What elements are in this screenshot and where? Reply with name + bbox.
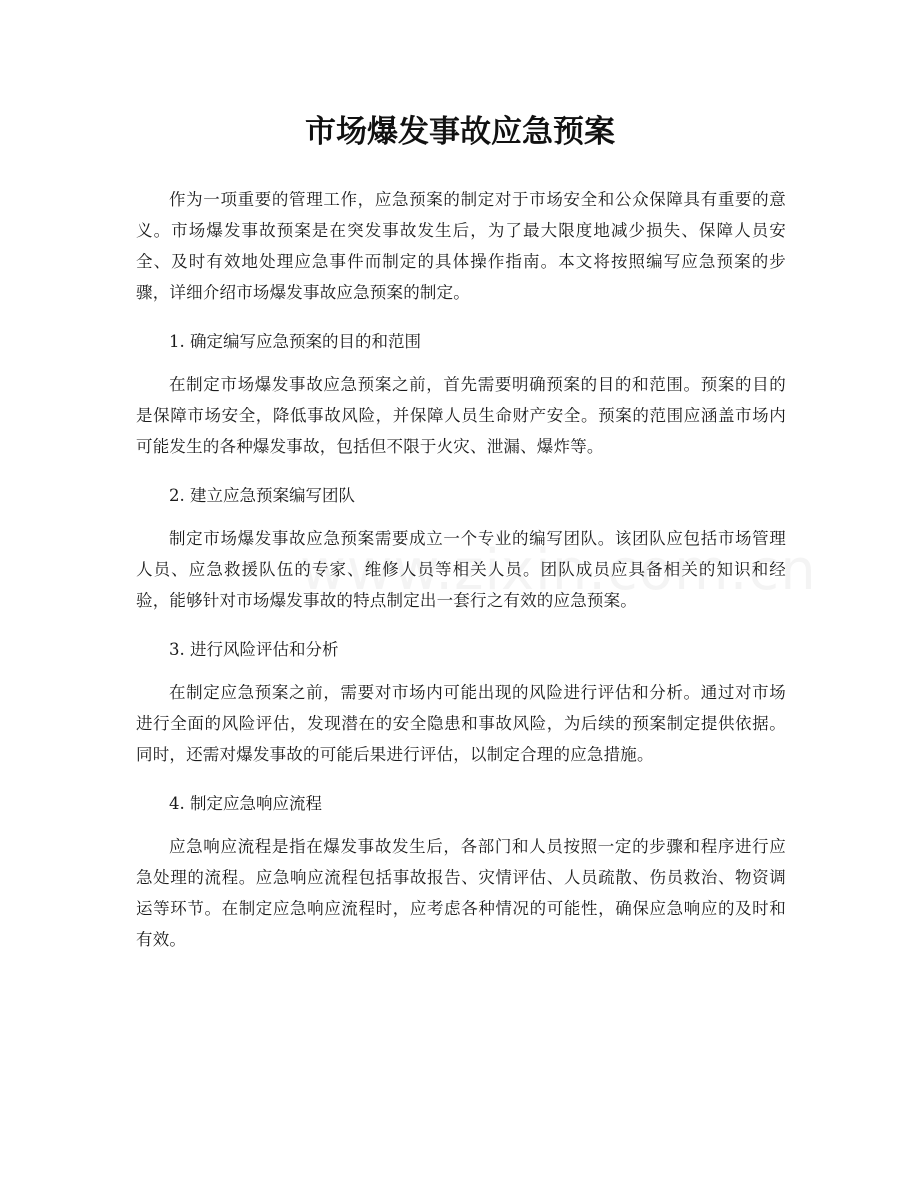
document-body (136, 184, 786, 955)
section-heading: 1. 确定编写应急预案的目的和范围 (169, 332, 421, 351)
section-paragraph: 在制定应急预案之前，需要对市场内可能出现的风险进行评估和分析。通过对市场进行全面的风险评估，发现潜在的安全隐患和事故风险，为后续的预案制定提供依据。同时，还需对爆发事故的可能后果进行评估，以制定合理的应急措施。 (136, 683, 786, 764)
section-paragraph: 在制定市场爆发事故应急预案之前，首先需要明确预案的目的和范围。预案的目的是保障市场安全，降低事故风险，并保障人员生命财产安全。预案的范围应涵盖市场内可能发生的各种爆发事故，包括但不限于火灾、泄漏、爆炸等。 (136, 375, 786, 456)
intro-paragraph: 作为一项重要的管理工作，应急预案的制定对于市场安全和公众保障具有重要的意义。市场爆发事故预案是在突发事故发生后，为了最大限度地减少损失、保障人员安全、及时有效地处理应急事件而制定的具体操作指南。本文将按照编写应急预案的步骤，详细介绍市场爆发事故应急预案的制定。 (136, 190, 786, 302)
section-heading: 3. 进行风险评估和分析 (169, 640, 339, 659)
spacer (136, 308, 786, 326)
section-paragraph: 应急响应流程是指在爆发事故发生后，各部门和人员按照一定的步骤和程序进行应急处理的流程。应急响应流程包括事故报告、灾情评估、人员疏散、伤员救治、物资调运等环节。在制定应急响应流程时，应考虑各种情况的可能性，确保应急响应的及时和有效。 (136, 837, 786, 949)
spacer (136, 462, 786, 480)
section-heading: 2. 建立应急预案编写团队 (169, 486, 355, 505)
spacer (136, 616, 786, 634)
spacer (136, 511, 786, 523)
spacer (136, 770, 786, 788)
section-paragraph: 制定市场爆发事故应急预案需要成立一个专业的编写团队。该团队应包括市场管理人员、应急救援队伍的专家、维修人员等相关人员。团队成员应具备相关的知识和经验，能够针对市场爆发事故的特点制定出一套行之有效的应急预案。 (136, 529, 786, 610)
spacer (136, 819, 786, 831)
section-heading: 4. 制定应急响应流程 (169, 794, 322, 813)
spacer (136, 665, 786, 677)
document-title: 市场爆发事故应急预案 (305, 114, 615, 150)
spacer (136, 357, 786, 369)
